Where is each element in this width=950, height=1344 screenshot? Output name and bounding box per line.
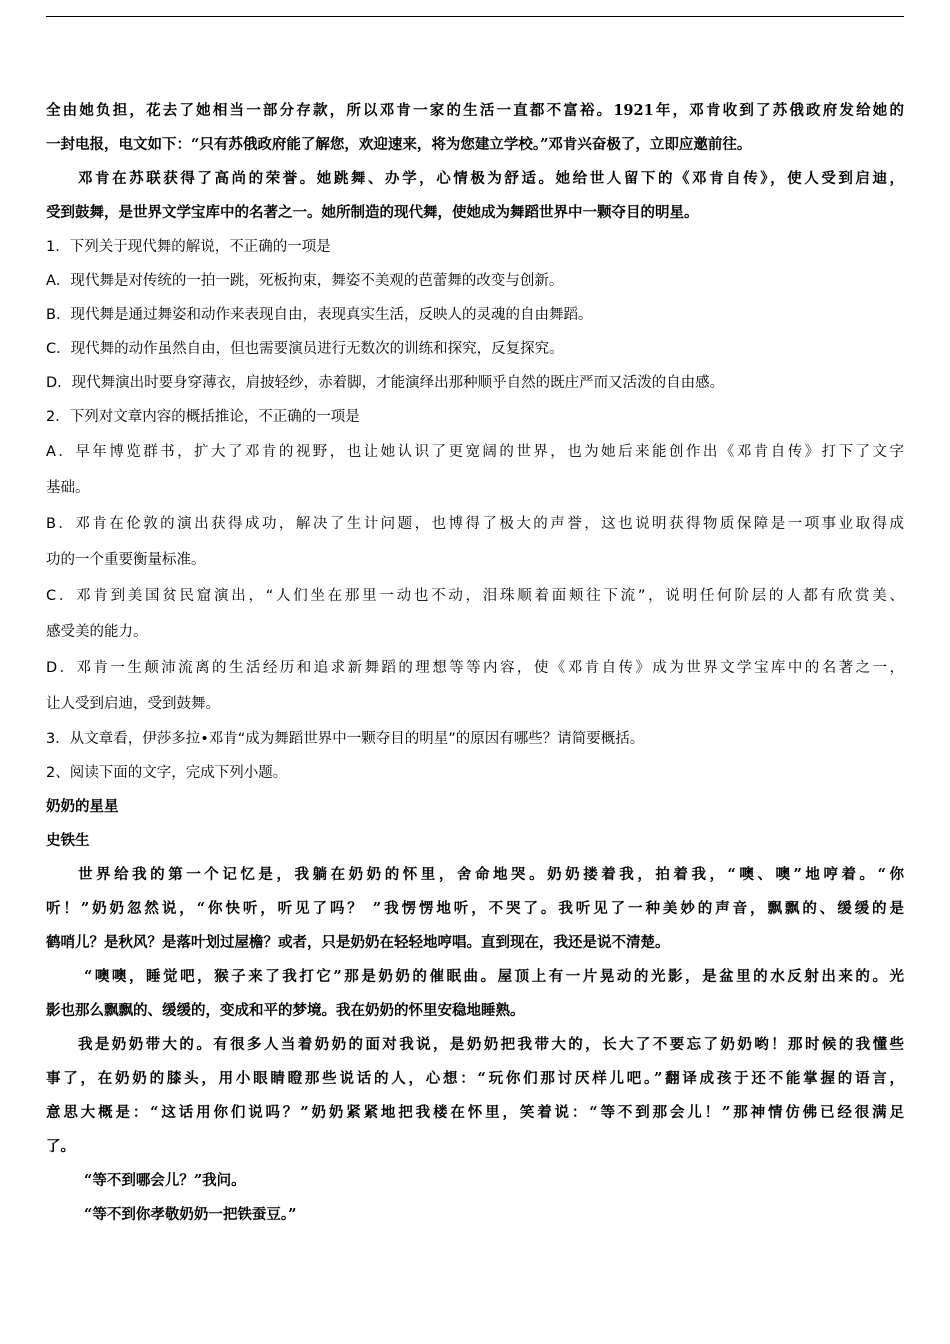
paragraph-line: 意思大概是：“这话用你们说吗？”奶奶紧紧地把我楼在怀里，笑着说：“等不到那会儿！”那神情仿佛已经很满足 [46,1104,904,1121]
option-c: C．现代舞的动作虽然自由，但也需要演员进行无数次的训练和探究，反复探究。 [46,341,564,357]
option-b-continued: 功的一个重要衡量标准。 [46,552,206,568]
paragraph-line: 了。 [46,1138,75,1155]
article-paragraph [46,1164,904,1198]
paragraph-line: “噢噢，睡觉吧，猴子来了我打它”那是奶奶的催眠曲。屋顶上有一片晃动的光影，是盆里的水反射出来的。光 [84,968,904,985]
paragraph-line: 听！”奶奶忽然说，“你快听，听见了吗？ ”我愣愣地听，不哭了。我听见了一种美妙的声音，飘飘的、缓缓的是 [46,900,904,917]
article-paragraph [46,1198,904,1232]
paragraph-line: 影也那么飘飘的、缓缓的，变成和平的梦境。我在奶奶的怀里安稳地睡熟。 [46,1002,525,1019]
paragraph-line: 我是奶奶带大的。有很多人当着奶奶的面对我说，是奶奶把我带大的，长大了不要忘了奶奶哟！那时候的我懂些 [78,1036,904,1053]
question-stem: 3．从文章看，伊莎多拉•邓肯“成为舞蹈世界中一颗夺目的明星”的原因有哪些？请简要概括。 [46,731,645,747]
option-a-continued: 基础。 [46,480,90,496]
article-paragraph [46,1028,904,1164]
passage-line: 受到鼓舞，是世界文学宝库中的名著之一。她所制造的现代舞，使她成为舞蹈世界中一颗夺目的明星。 [46,204,699,221]
passage-continuation [46,94,904,230]
question-stem: 1．下列关于现代舞的解说，不正确的一项是 [46,239,331,255]
article-title: 奶奶的星星 [46,798,119,815]
passage-line: 一封电报，电文如下：“只有苏俄政府能了解您，欢迎速来，将为您建立学校。”邓肯兴奋极了，立即应邀前往。 [46,136,752,153]
article-author: 史铁生 [46,832,90,849]
question-1 [46,230,904,400]
option-b: B．现代舞是通过舞姿和动作来表现自由，表现真实生活，反映人的灵魂的自由舞蹈。 [46,307,593,323]
header-rule [46,16,904,17]
reading-section-2 [46,756,904,1232]
paragraph-line: “等不到你孝敬奶奶一把铁蚕豆。” [84,1206,297,1223]
article-paragraph [46,960,904,1028]
option-d: D．现代舞演出时要身穿薄衣，肩披轻纱，赤着脚，才能演绎出那种顺乎自然的既庄严而又活泼的自由感。 [46,375,725,391]
question-2 [46,400,904,722]
question-3 [46,722,904,756]
paragraph-line: 鹤哨儿？是秋风？是落叶划过屋檐？或者，只是奶奶在轻轻地哼唱。直到现在，我还是说不清楚。 [46,934,670,951]
question-stem: 2．下列对文章内容的概括推论，不正确的一项是 [46,409,360,425]
passage-line: 邓肯在苏联获得了高尚的荣誉。她跳舞、办学，心情极为舒适。她给世人留下的《邓肯自传》，使人受到启迪， [78,170,904,187]
paragraph-line: 事了，在奶奶的膝头，用小眼睛瞪那些说话的人，心想：“玩你们那讨厌样儿吧。”翻译成孩于还不能掌握的语言， [46,1070,904,1087]
option-c-continued: 感受美的能力。 [46,624,148,640]
document-body [46,94,904,1232]
passage-line: 全由她负担，花去了她相当一部分存款，所以邓肯一家的生活一直都不富裕。1921年，邓肯收到了苏俄政府发给她的 [46,102,904,119]
option-d-continued: 让人受到启迪，受到鼓舞。 [46,696,220,712]
paragraph-line: “等不到哪会儿？”我问。 [84,1172,246,1189]
option-a: A．现代舞是对传统的一拍一跳，死板拘束，舞姿不美观的芭蕾舞的改变与创新。 [46,273,564,289]
option-d: D．邓肯一生颠沛流离的生活经历和追求新舞蹈的理想等等内容，使《邓肯自传》成为世界文学宝库中的名著之一， [46,660,904,676]
article-paragraph [46,858,904,960]
option-c: C．邓肯到美国贫民窟演出，“人们坐在那里一动也不动，泪珠顺着面颊往下流”，说明任何阶层的人都有欣赏美、 [46,588,904,604]
option-b: B．邓肯在伦敦的演出获得成功，解决了生计问题，也博得了极大的声誉，这也说明获得物质保障是一项事业取得成 [46,516,904,532]
paragraph-line: 世界给我的第一个记忆是，我躺在奶奶的怀里，舍命地哭。奶奶搂着我，拍着我，“噢、噢”地哼着。“你 [78,866,904,883]
section-intro: 2、阅读下面的文字，完成下列小题。 [46,765,288,781]
option-a: A．早年博览群书，扩大了邓肯的视野，也让她认识了更宽阔的世界，也为她后来能创作出《邓肯自传》打下了文字 [46,444,904,460]
